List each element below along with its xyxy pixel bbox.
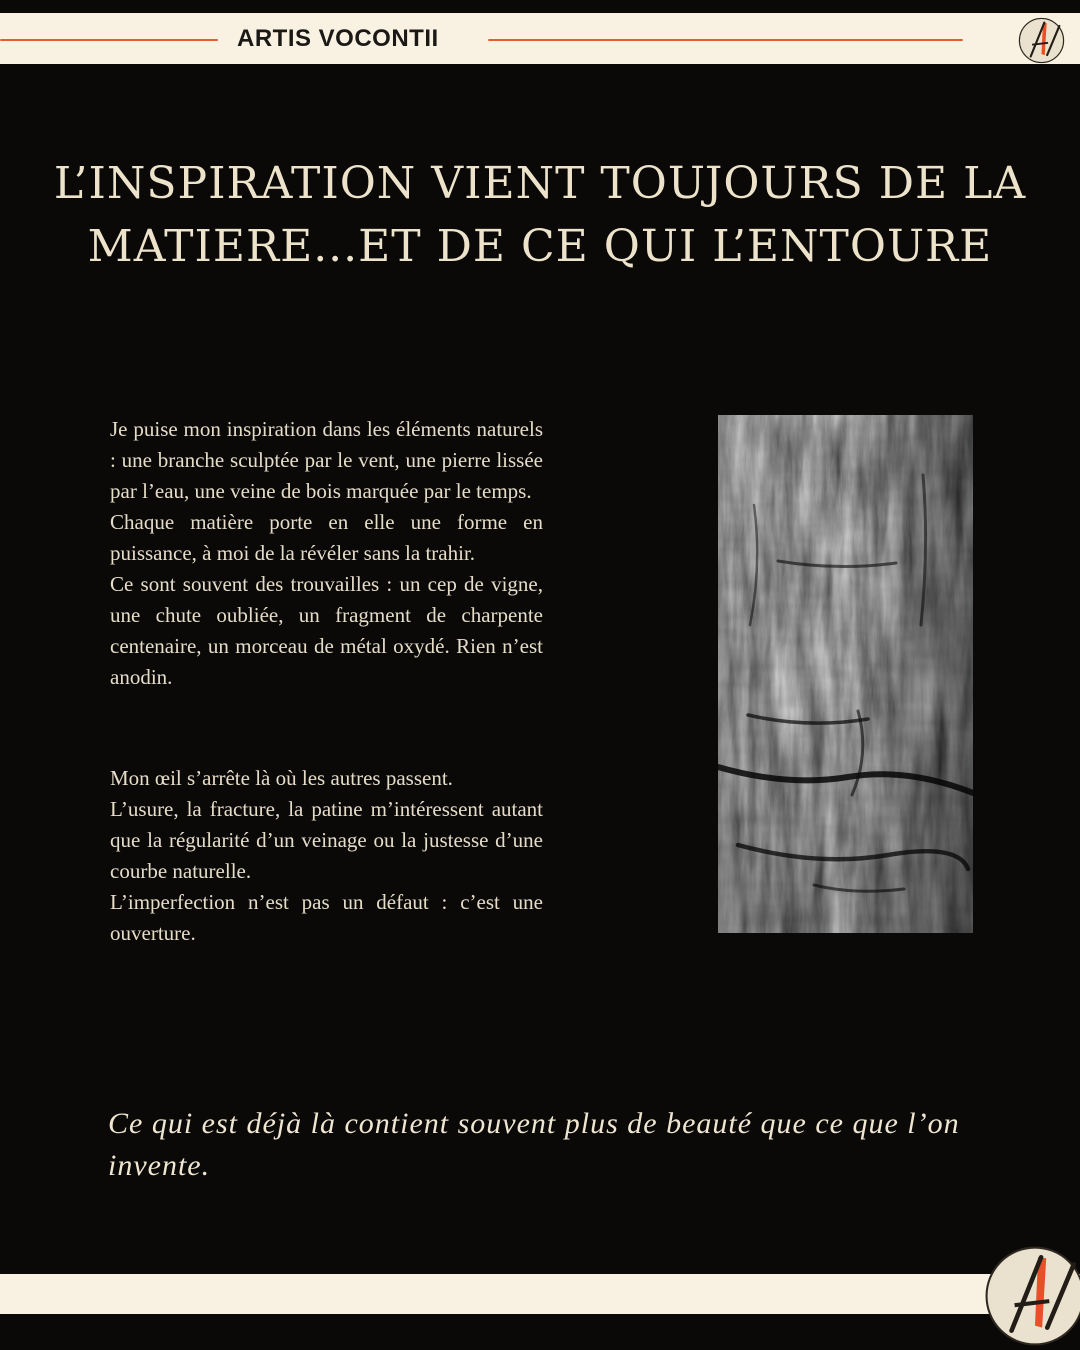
wood-texture-image xyxy=(718,415,973,933)
paragraph: Ce sont souvent des trouvailles : un cep de vigne, une chute oubliée, un fragment de charpente centenaire, un morceau de métal oxydé. Rien n’est anodin. xyxy=(110,572,543,689)
accent-rule-left xyxy=(0,39,218,41)
hero-title-line2: MATIERE...ET DE CE QUI L’ENTOURE xyxy=(87,221,993,272)
paragraph: L’usure, la fracture, la patine m’intéressent autant que la régularité d’un veinage ou la justesse d’une courbe naturelle. xyxy=(110,797,543,883)
paragraph-block-2 xyxy=(110,763,543,949)
header-band xyxy=(0,13,1080,64)
footer-band xyxy=(0,1274,1080,1314)
closing-quote: Ce qui est déjà là contient souvent plus de beauté que ce que l’on invente. xyxy=(108,1107,960,1182)
brand-logo-bottom xyxy=(984,1245,1080,1347)
hero-title xyxy=(0,152,1080,278)
hero-title-line1: L’INSPIRATION VIENT TOUJOURS DE LA xyxy=(53,158,1027,209)
charred-wood-photo xyxy=(718,415,973,933)
paragraph: Chaque matière porte en elle une forme en puissance, à moi de la révéler sans la trahir. xyxy=(110,510,543,565)
brand-name: ARTIS VOCONTII xyxy=(237,25,439,52)
av-monogram-icon xyxy=(1018,17,1065,64)
av-monogram-icon xyxy=(984,1245,1080,1347)
paragraph: Je puise mon inspiration dans les éléments naturels : une branche sculptée par le vent, une pierre lissée par l’eau, une veine de bois marquée par le temps. xyxy=(110,417,543,503)
paragraph-block-1 xyxy=(110,414,543,693)
paragraph: Mon œil s’arrête là où les autres passent. xyxy=(110,766,453,790)
paragraph: L’imperfection n’est pas un défaut : c’est une ouverture. xyxy=(110,890,543,945)
accent-rule-right xyxy=(488,39,963,41)
brand-logo-top xyxy=(1018,17,1065,64)
